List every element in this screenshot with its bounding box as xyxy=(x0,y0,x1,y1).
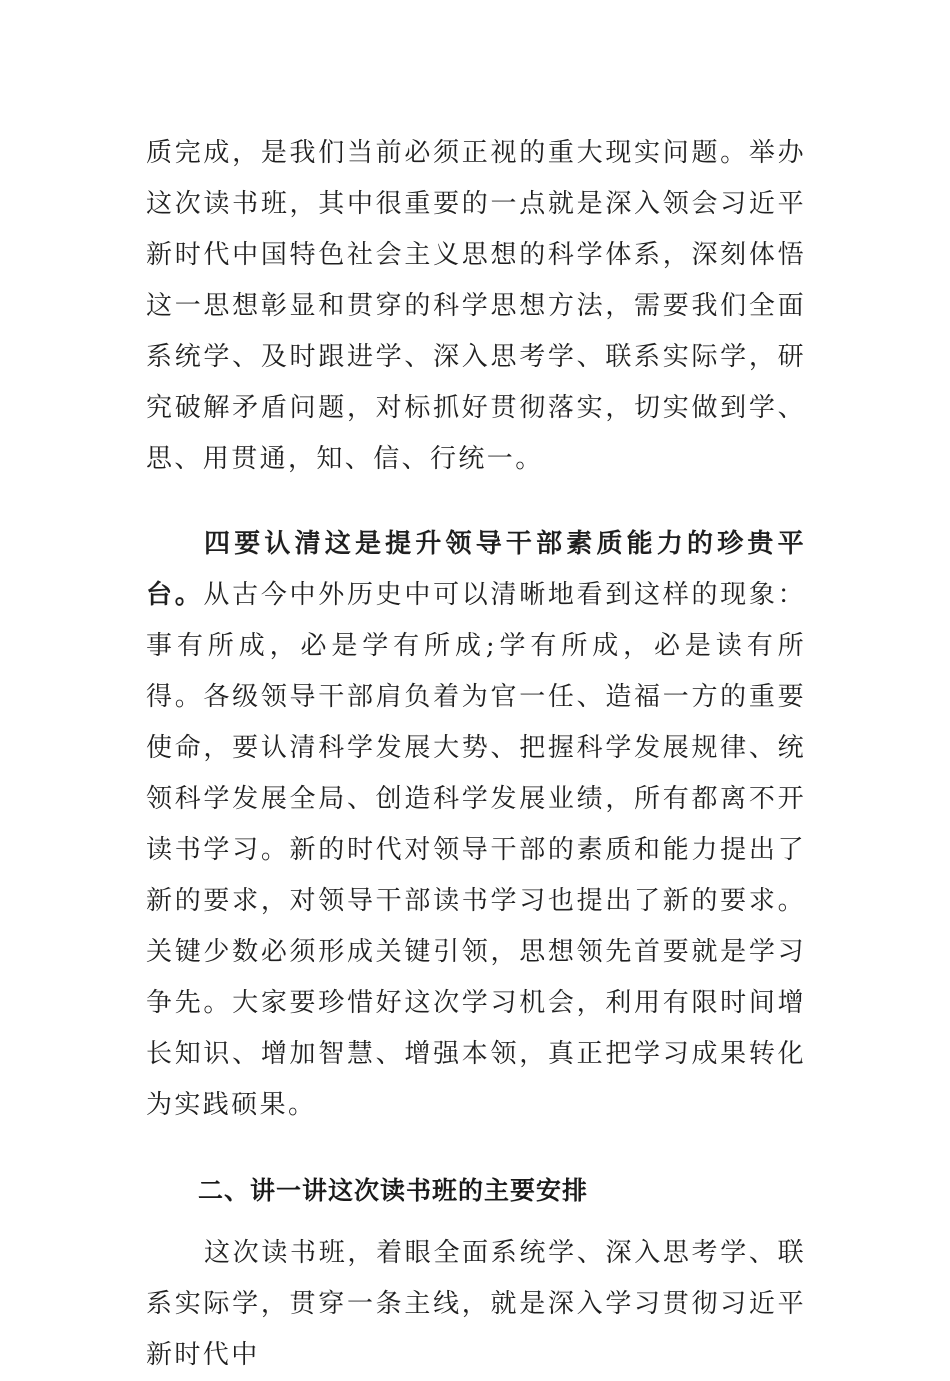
paragraph-lead-sentence: 四要认清这是提升领导干部素质能力的珍贵平台。 xyxy=(146,529,806,610)
paragraph-arrangement: 这次读书班，着眼全面系统学、深入思考学、联系实际学，贯穿一条主线，就是深入学习贯彻习近平新时代中 xyxy=(146,1238,806,1370)
paragraph-body: 从古今中外历史中可以清晰地看到这样的现象：事有所成，必是学有所成;学有所成，必是读有所得。各级领导干部肩负着为官一任、造福一方的重要使命，要认清科学发展大势、把握科学发展规律、统领科学发展全局、创造科学发展业绩，所有都离不开读书学习。新的时代对领导干部的素质和能力提出了新的要求，对领导干部读书学习也提出了新的要求。关键少数必须形成关键引领，思想领先首要就是学习争先。大家要珍惜好这次学习机会，利用有限时间增长知识、增加智慧、增强本领，真正把学习成果转化为实践硕果。 xyxy=(146,580,806,1120)
paragraph-point-four xyxy=(146,519,806,1131)
paragraph-continued: 质完成，是我们当前必须正视的重大现实问题。举办这次读书班，其中很重要的一点就是深入领会习近平新时代中国特色社会主义思想的科学体系，深刻体悟这一思想彰显和贯穿的科学思想方法，需要我们全面系统学、及时跟进学、深入思考学、联系实际学，研究破解矛盾问题，对标抓好贯彻落实，切实做到学、思、用贯通，知、信、行统一。 xyxy=(146,138,806,474)
section-heading: 二、讲一讲这次读书班的主要安排 xyxy=(198,1176,589,1205)
document-body xyxy=(146,128,806,1381)
